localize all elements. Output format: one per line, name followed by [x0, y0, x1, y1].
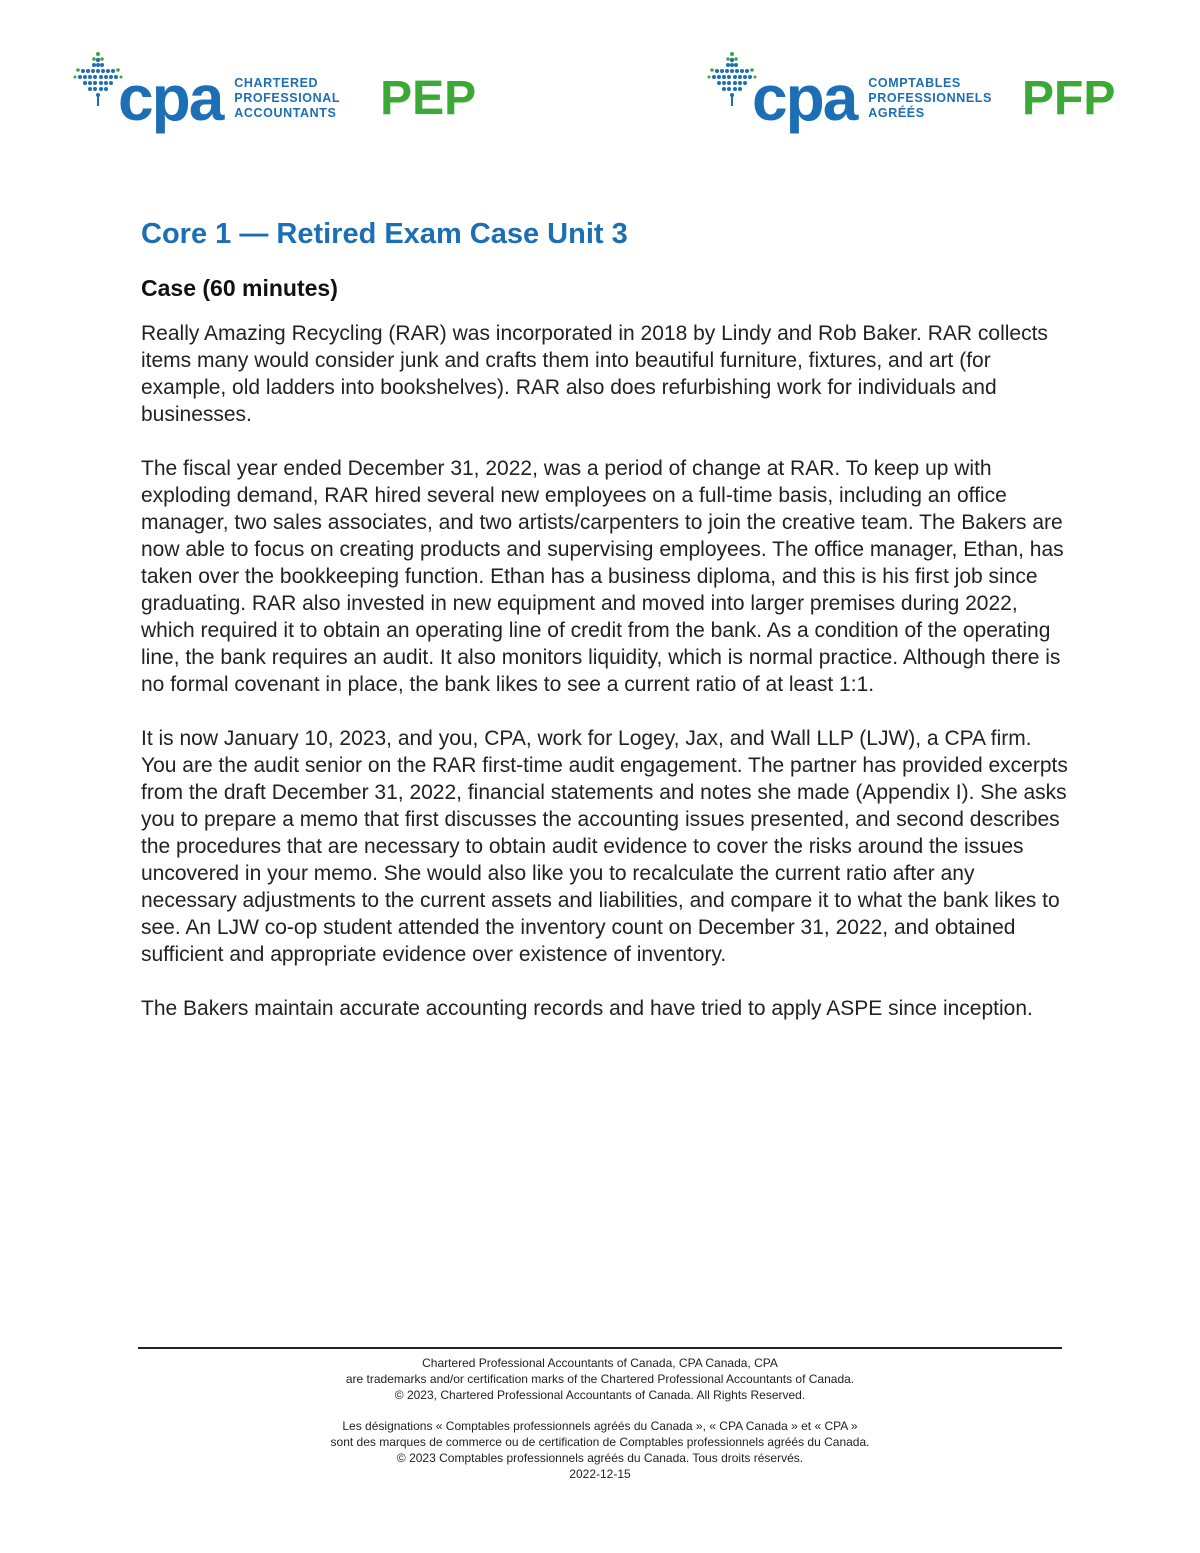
- paragraph-aspe: The Bakers maintain accurate accounting records and have tried to apply ASPE since inception.: [141, 997, 1033, 1020]
- document-body: [141, 212, 1071, 1049]
- footer-date: 2022-12-15: [569, 1466, 631, 1481]
- footer-line: Chartered Professional Accountants of Canada, CPA Canada, CPA: [422, 1356, 778, 1370]
- footer-line: are trademarks and/or certification marks of the Chartered Professional Accountants of Canada.: [345, 1371, 855, 1386]
- cpa-wordmark: cpa: [752, 62, 857, 134]
- cpa-logo-french: [706, 50, 1115, 140]
- footer-line: Les désignations « Comptables professionnels agréés du Canada », « CPA Canada » et « CPA »: [342, 1419, 858, 1434]
- logo-tagline: COMPTABLES PROFESSIONNELS AGRÉÉS: [868, 75, 992, 120]
- footer-line: © 2023 Comptables professionnels agréés du Canada. Tous droits réservés.: [396, 1450, 804, 1465]
- footer-line: sont des marques de commerce ou de certification de Comptables professionnels agréés du Canada.: [330, 1435, 870, 1450]
- maple-leaf-icon: [706, 50, 758, 112]
- paragraph-engagement: It is now January 10, 2023, and you, CPA, work for Logey, Jax, and Wall LLP (LJW), a CPA firm. You are the audit senior on the RAR first-time audit engagement. The partner has provided excerpts from the draft December 31, 2022, financial statements and notes she made (Appendix I). She asks you to prepare a memo that first discusses the accounting issues presented, and second describes the procedures that are necessary to obtain audit evidence to cover the risks around the issues uncovered in your memo. She would also like you to recalculate the current ratio after any necessary adjustments to the current assets and liabilities, and compare it to what the bank likes to see. An LJW co-op student attended the inventory count on December 31, 2022, and obtained sufficient and appropriate evidence over existence of inventory.: [141, 727, 1068, 966]
- cpa-wordmark: cpa: [118, 62, 223, 134]
- document-title: Core 1 — Retired Exam Case Unit 3: [141, 218, 628, 250]
- logo-tagline: CHARTERED PROFESSIONAL ACCOUNTANTS: [234, 75, 341, 120]
- program-label-pfp: PFP: [1021, 72, 1116, 125]
- paragraph-fiscal-year: The fiscal year ended December 31, 2022, was a period of change at RAR. To keep up with exploding demand, RAR hired several new employees on a full-time basis, including an office manager, two sales associates, and two artists/carpenters to join the creative team. The Bakers are now able to focus on creating products and supervising employees. The office manager, Ethan, has taken over the bookkeeping function. Ethan has a business diploma, and this is his first job since graduating. RAR also invested in new equipment and moved into larger premises during 2022, which required it to obtain an operating line of credit from the bank. As a condition of the operating line, the bank requires an audit. It also monitors liquidity, which is normal practice. Although there is no formal covenant in place, the bank likes to see a current ratio of at least 1:1.: [141, 457, 1064, 696]
- program-label-pep: PEP: [380, 72, 477, 125]
- cpa-logo-english: [72, 50, 476, 140]
- maple-leaf-icon: [72, 50, 124, 112]
- footer-divider: [138, 1347, 1062, 1349]
- case-subtitle: Case (60 minutes): [141, 275, 338, 301]
- footer-line: © 2023, Chartered Professional Accountants of Canada. All Rights Reserved.: [394, 1387, 806, 1402]
- footer: [138, 1356, 1062, 1483]
- paragraph-intro: Really Amazing Recycling (RAR) was incorporated in 2018 by Lindy and Rob Baker. RAR collects items many would consider junk and crafts them into beautiful furniture, fixtures, and art (for example, old ladders into bookshelves). RAR also does refurbishing work for individuals and businesses.: [141, 322, 1048, 426]
